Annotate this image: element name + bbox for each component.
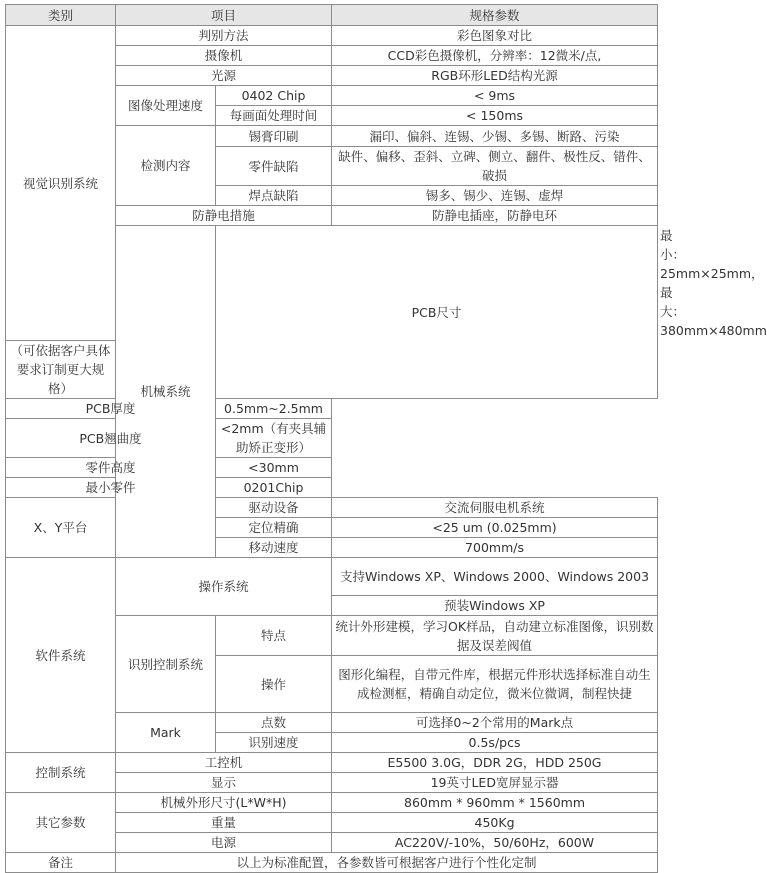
spec-value: 彩色图象对比 (332, 26, 658, 46)
spec-value: 统计外形建模，学习OK样品，自动建立标准图像，识别数据及误差阀值 (332, 616, 658, 656)
category-other: 其它参数 (6, 793, 116, 853)
spec-value: <2mm（有夹具辅助矫正变形） (216, 419, 332, 458)
item-label: PCB翘曲度 (6, 419, 216, 458)
spec-value: E5500 3.0G，DDR 2G，HDD 250G (332, 753, 658, 773)
item-label: PCB厚度 (6, 399, 216, 419)
spec-value: <25 um (0.025mm) (332, 518, 658, 538)
item-label: 零件高度 (6, 458, 216, 478)
spec-value: 0201Chip (216, 478, 332, 498)
table-row (6, 853, 658, 873)
item-label: 防静电措施 (116, 206, 332, 226)
table-row (6, 419, 658, 458)
sub-label: 锡膏印刷 (216, 126, 332, 147)
spec-value: 19英寸LED宽屏显示器 (332, 773, 658, 793)
spec-value: 锡多、锡少、连锡、虚焊 (332, 186, 658, 206)
spec-value: 图形化编程，自带元件库，根据元件形状选择标准自动生成检测框，精确自动定位，微米位微调，制程快捷 (332, 656, 658, 713)
item-label: 最小零件 (6, 478, 216, 498)
table-row (6, 458, 658, 478)
spec-value-note: （可依据客户具体要求订制更大规格） (6, 341, 116, 399)
table-row (6, 558, 658, 596)
category-remark: 备注 (6, 853, 116, 873)
header-category: 类别 (6, 5, 116, 26)
item-label: 电源 (116, 833, 332, 853)
item-label: PCB尺寸 (216, 226, 658, 399)
sub-label: 焊点缺陷 (216, 186, 332, 206)
header-spec: 规格参数 (332, 5, 658, 26)
spec-value: CCD彩色摄像机，分辨率：12微米/点, (332, 46, 658, 66)
table-row (6, 498, 658, 518)
item-label: 摄像机 (116, 46, 332, 66)
sub-label: 驱动设备 (216, 498, 332, 518)
item-label: 判别方法 (116, 26, 332, 46)
spec-value: 支持Windows XP、Windows 2000、Windows 2003 (332, 558, 658, 596)
sub-label: 零件缺陷 (216, 147, 332, 186)
table-row (6, 793, 658, 813)
sub-label: 操作 (216, 656, 332, 713)
sub-label: 移动速度 (216, 538, 332, 558)
spec-value: 860mm * 960mm * 1560mm (332, 793, 658, 813)
group-label-xy: X、Y平台 (6, 498, 116, 558)
spec-value: AC220V/-10%，50/60Hz，600W (332, 833, 658, 853)
category-software: 软件系统 (6, 558, 116, 753)
item-label: 光源 (116, 66, 332, 86)
group-label-detect: 检测内容 (116, 126, 216, 206)
remark-text: 以上为标准配置，各参数皆可根据客户进行个性化定制 (116, 853, 658, 873)
sub-label: 特点 (216, 616, 332, 656)
category-mech: 机械系统 (116, 226, 216, 558)
item-label: 显示 (116, 773, 332, 793)
spec-value: 漏印、偏斜、连锡、少锡、多锡、断路、污染 (332, 126, 658, 147)
table-row (6, 753, 658, 773)
group-label-mark: Mark (116, 713, 216, 753)
table-row (6, 399, 658, 419)
category-control: 控制系统 (6, 753, 116, 793)
spec-value: 可选择0~2个常用的Mark点 (332, 713, 658, 733)
group-label-speed: 图像处理速度 (116, 86, 216, 126)
item-label: 工控机 (116, 753, 332, 773)
item-label: 操作系统 (116, 558, 332, 616)
spec-table (5, 4, 767, 873)
spec-value: 防静电插座，防静电环 (332, 206, 658, 226)
header-row (6, 5, 658, 26)
spec-value: < 9ms (332, 86, 658, 106)
sub-label: 定位精确 (216, 518, 332, 538)
group-label-recog: 识别控制系统 (116, 616, 216, 713)
sub-label: 识别速度 (216, 733, 332, 753)
spec-value: < 150ms (332, 106, 658, 126)
table-row (6, 26, 658, 46)
sub-label: 点数 (216, 713, 332, 733)
header-item: 项目 (116, 5, 332, 26)
spec-value: 交流伺服电机系统 (332, 498, 658, 518)
spec-value: 0.5mm~2.5mm (216, 399, 332, 419)
table-row: 机械系统 PCB尺寸 最小：25mm×25mm， 最大：380mm×480mm (6, 226, 658, 341)
spec-value: <30mm (216, 458, 332, 478)
item-label: 重量 (116, 813, 332, 833)
spec-value: RGB环形LED结构光源 (332, 66, 658, 86)
spec-value: 0.5s/pcs (332, 733, 658, 753)
category-vision: 视觉识别系统 (6, 26, 116, 341)
spec-value: 700mm/s (332, 538, 658, 558)
spec-value: 预装Windows XP (332, 596, 658, 616)
sub-label: 0402 Chip (216, 86, 332, 106)
spec-value: 450Kg (332, 813, 658, 833)
spec-value: 缺件、偏移、歪斜、立碑、侧立、翻件、极性反、错件、破损 (332, 147, 658, 186)
sub-label: 每画面处理时间 (216, 106, 332, 126)
table-row (6, 478, 658, 498)
item-label: 机械外形尺寸(L*W*H) (116, 793, 332, 813)
